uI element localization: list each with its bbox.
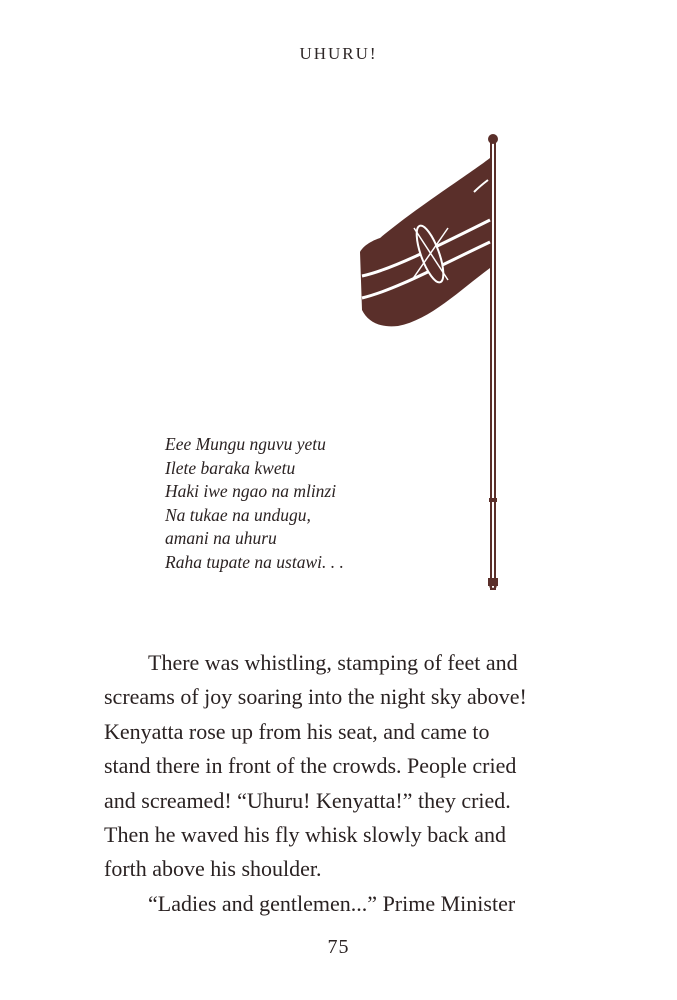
page-number: 75 <box>327 936 350 958</box>
body-line: and screamed! “Uhuru! Kenyatta!” they cried. <box>104 787 511 813</box>
poem-line: amani na uhuru <box>165 528 277 549</box>
poem-line: Haki iwe ngao na mlinzi <box>165 481 337 502</box>
poem-line: Na tukae na undugu, <box>165 504 311 525</box>
body-text <box>104 646 604 921</box>
poem-line: Ilete baraka kwetu <box>165 457 296 478</box>
body-line: “Ladies and gentlemen...” Prime Minister <box>148 890 516 916</box>
poem-line: Eee Mungu nguvu yetu <box>165 434 326 454</box>
body-line: stand there in front of the crowds. People cried <box>104 753 517 779</box>
flag-cloth <box>360 158 490 326</box>
running-head: UHURU! <box>299 44 378 63</box>
body-line: forth above his shoulder. <box>104 856 322 882</box>
body-line: Kenyatta rose up from his seat, and came to <box>104 718 490 744</box>
anthem-verse <box>165 433 344 575</box>
kenyan-flag-on-pole-icon <box>350 130 510 595</box>
poem-line: Raha tupate na ustawi. . . <box>165 551 344 572</box>
body-line: screams of joy soaring into the night sky above! <box>104 684 527 710</box>
body-line: Then he waved his fly whisk slowly back and <box>104 822 507 848</box>
body-line: There was whistling, stamping of feet and <box>148 650 518 675</box>
